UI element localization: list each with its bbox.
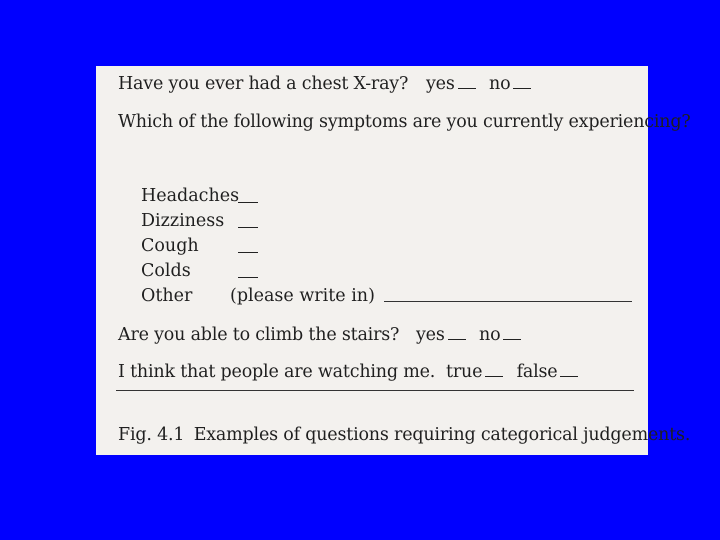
symptom-cough: Cough	[141, 236, 199, 256]
figure-caption	[118, 425, 690, 445]
symptom-colds: Colds	[141, 261, 191, 281]
question-text: Have you ever had a chest X-ray?	[118, 74, 409, 94]
option-no: no	[489, 74, 511, 94]
answer-blank-no	[513, 87, 531, 89]
symptom-blank	[238, 252, 258, 253]
symptom-blank	[238, 227, 258, 228]
question-symptoms	[118, 112, 691, 132]
question-text: Which of the following symptoms are you currently experiencing?	[118, 112, 691, 132]
symptom-blank	[238, 277, 258, 278]
scanned-page	[96, 66, 691, 455]
question-stairs	[118, 325, 399, 345]
option-no: no	[479, 325, 501, 345]
symptom-other: Other	[141, 286, 193, 306]
question-watching-options	[446, 362, 578, 382]
question-text: I think that people are watching me.	[118, 362, 436, 382]
answer-blank-yes	[448, 338, 466, 340]
answer-blank-no	[503, 338, 521, 340]
question-stairs-options	[416, 325, 521, 345]
caption-text: Examples of questions requiring categorical judgements.	[193, 425, 691, 445]
option-false: false	[516, 362, 558, 382]
symptom-dizziness: Dizziness	[141, 211, 225, 231]
figure-label: Fig. 4.1	[118, 425, 185, 445]
option-yes: yes	[426, 74, 455, 94]
question-chest-xray-options	[426, 74, 531, 94]
question-watching	[118, 362, 435, 382]
answer-blank-true	[485, 375, 503, 377]
symptom-blank	[238, 202, 258, 203]
option-yes: yes	[416, 325, 445, 345]
write-in-line	[384, 301, 632, 302]
option-true: true	[446, 362, 483, 382]
symptom-headaches: Headaches	[141, 186, 240, 206]
write-in-label: (please write in)	[230, 286, 375, 306]
answer-blank-yes	[458, 87, 476, 89]
question-text: Are you able to climb the stairs?	[118, 325, 400, 345]
horizontal-rule	[116, 390, 634, 391]
answer-blank-false	[560, 375, 578, 377]
question-chest-xray	[118, 74, 408, 94]
